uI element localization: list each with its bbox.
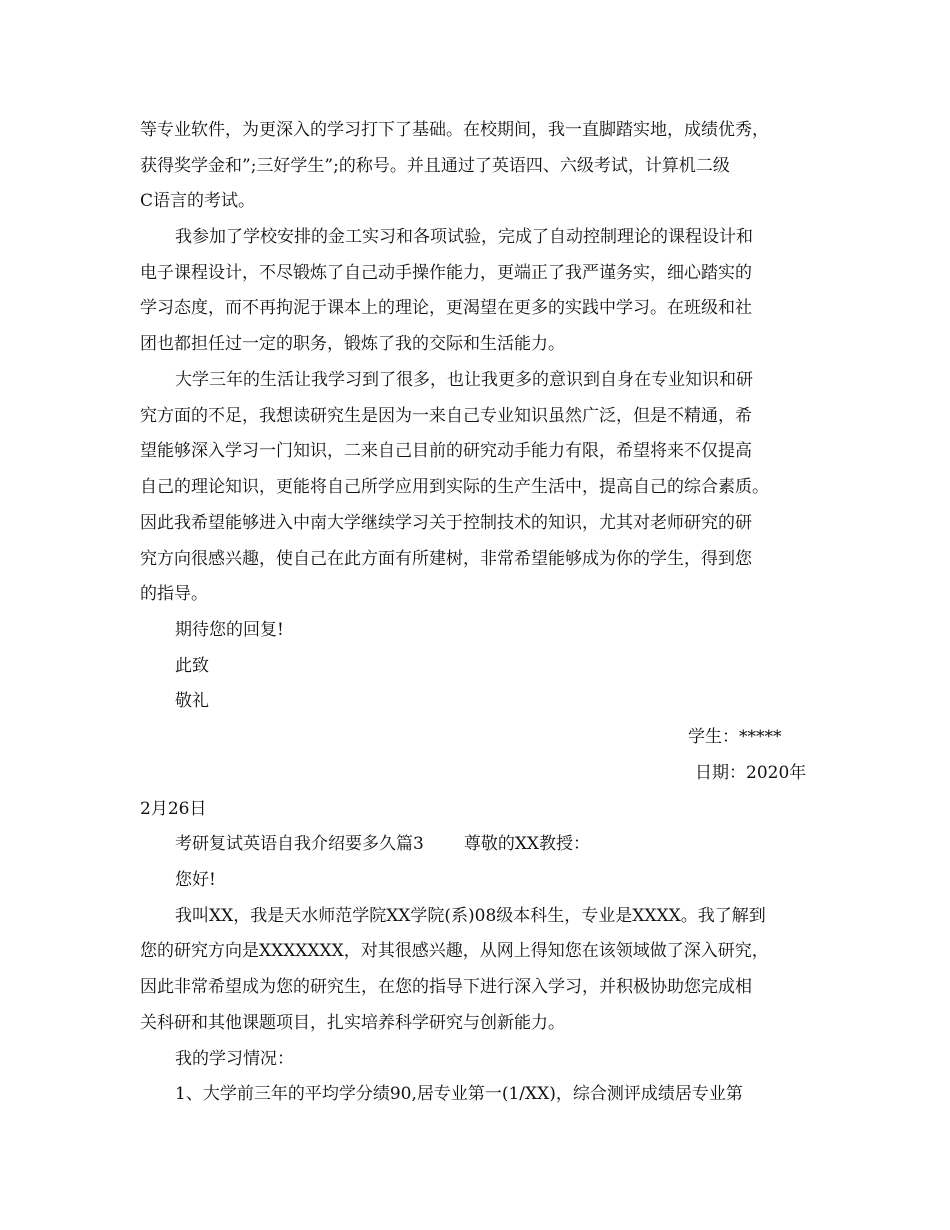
text-line: 学习态度，而不再拘泥于课本上的理论，更渴望在更多的实践中学习。在班级和社 [140, 298, 752, 318]
signature-date: 日期：2020年 [695, 763, 807, 783]
text-line: C语言的考试。 [140, 191, 256, 211]
text-line: 自己的理论知识，更能将自己所学应用到实际的生产生活中，提高自己的综合素质。 [140, 477, 769, 497]
text-line: 等专业软件，为更深入的学习打下了基础。在校期间，我一直脚踏实地，成绩优秀， [140, 120, 769, 140]
study-heading: 我的学习情况： [175, 1049, 294, 1069]
section-heading-row [175, 832, 820, 856]
closing-ci-zhi: 此致 [175, 656, 209, 676]
closing-expect: 期待您的回复! [175, 620, 284, 640]
signature-student: 学生：***** [688, 727, 782, 747]
text-line: 我叫XX，我是天水师范学院XX学院(系)08级本科生，专业是XXXX。我了解到 [175, 906, 766, 926]
text-line: 我参加了学校安排的金工实习和各项试验，完成了自动控制理论的课程设计和 [175, 227, 753, 247]
text-line: 团也都担任过一定的职务，锻炼了我的交际和生活能力。 [140, 334, 565, 354]
section-title: 考研复试英语自我介绍要多久篇3 [175, 834, 424, 854]
text-line: 究方向很感兴趣，使自己在此方面有所建树，非常希望能够成为你的学生，得到您 [140, 549, 752, 569]
text-line: 的指导。 [140, 584, 208, 604]
closing-jing-li: 敬礼 [175, 691, 209, 711]
signature-date-rest: 2月26日 [140, 799, 207, 819]
text-line: 电子课程设计，不尽锻炼了自己动手操作能力，更端正了我严谨务实，细心踏实的 [140, 263, 752, 283]
text-line: 因此我希望能够进入中南大学继续学习关于控制技术的知识，尤其对老师研究的研 [140, 513, 752, 533]
study-item: 1、大学前三年的平均学分绩90,居专业第一(1/XX)，综合测评成绩居专业第 [175, 1084, 743, 1104]
text-line: 因此非常希望成为您的研究生，在您的指导下进行深入学习，并积极协助您完成相 [140, 977, 752, 997]
text-line: 望能够深入学习一门知识，二来自己目前的研究动手能力有限，希望将来不仅提高 [140, 441, 752, 461]
text-line: 关科研和其他课题项目，扎实培养科学研究与创新能力。 [140, 1013, 565, 1033]
text-line: 获得奖学金和”;三好学生”;的称号。并且通过了英语四、六级考试，计算机二级 [140, 156, 730, 176]
text-line: 大学三年的生活让我学习到了很多，也让我更多的意识到自身在专业知识和研 [175, 370, 753, 390]
text-line: 究方面的不足，我想读研究生是因为一来自己专业知识虽然广泛，但是不精通，希 [140, 406, 752, 426]
greeting: 您好! [175, 870, 216, 890]
salutation: 尊敬的XX教授： [463, 834, 591, 854]
text-line: 您的研究方向是XXXXXXX，对其很感兴趣，从网上得知您在该领域做了深入研究， [140, 941, 769, 961]
